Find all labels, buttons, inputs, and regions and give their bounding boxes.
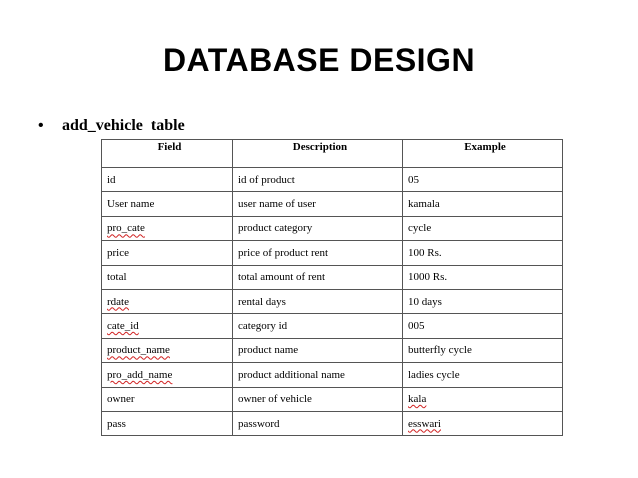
cell-field (102, 363, 233, 387)
cell-field: User name (102, 192, 233, 216)
bullet-item (38, 116, 185, 136)
cell-field (102, 314, 233, 338)
cell-field-text: pro_cate (107, 222, 145, 235)
table-row (102, 289, 563, 313)
table-row (102, 387, 563, 411)
table-row (102, 192, 563, 216)
cell-description: user name of user (233, 192, 403, 216)
table-row (102, 241, 563, 265)
header-description: Description (233, 140, 403, 168)
cell-example: 05 (403, 168, 563, 192)
cell-example (403, 411, 563, 435)
cell-description: category id (233, 314, 403, 338)
cell-example: butterfly cycle (403, 338, 563, 362)
cell-field-text: cate_id (107, 320, 139, 333)
cell-field: total (102, 265, 233, 289)
table-row (102, 411, 563, 435)
cell-example-text: kala (408, 393, 427, 406)
cell-example: 10 days (403, 289, 563, 313)
table-row (102, 168, 563, 192)
cell-field (102, 289, 233, 313)
cell-description: price of product rent (233, 241, 403, 265)
cell-description: product name (233, 338, 403, 362)
cell-description: owner of vehicle (233, 387, 403, 411)
bullet-icon: • (38, 117, 44, 134)
table-header-row (102, 140, 563, 168)
cell-example: kamala (403, 192, 563, 216)
cell-example: 1000 Rs. (403, 265, 563, 289)
cell-field-text: product_name (107, 344, 170, 357)
header-example: Example (403, 140, 563, 168)
cell-example: 005 (403, 314, 563, 338)
database-table (101, 139, 563, 436)
cell-description: product additional name (233, 363, 403, 387)
cell-example (403, 387, 563, 411)
cell-field: owner (102, 387, 233, 411)
table-row (102, 314, 563, 338)
cell-description: id of product (233, 168, 403, 192)
cell-description: total amount of rent (233, 265, 403, 289)
cell-field-text: rdate (107, 295, 129, 308)
header-field: Field (102, 140, 233, 168)
bullet-text: add_vehicle table (62, 117, 185, 134)
cell-description: rental days (233, 289, 403, 313)
cell-example: ladies cycle (403, 363, 563, 387)
cell-example: 100 Rs. (403, 241, 563, 265)
cell-example: cycle (403, 216, 563, 240)
cell-field: price (102, 241, 233, 265)
cell-field (102, 338, 233, 362)
cell-field: pass (102, 411, 233, 435)
table-row (102, 216, 563, 240)
table-row (102, 338, 563, 362)
slide-title: DATABASE DESIGN (162, 42, 476, 78)
cell-example-text: esswari (408, 417, 441, 430)
cell-description: product category (233, 216, 403, 240)
table-row (102, 363, 563, 387)
table-row (102, 265, 563, 289)
cell-field-text: pro_add_name (107, 368, 173, 381)
cell-field (102, 216, 233, 240)
cell-description: password (233, 411, 403, 435)
cell-field: id (102, 168, 233, 192)
